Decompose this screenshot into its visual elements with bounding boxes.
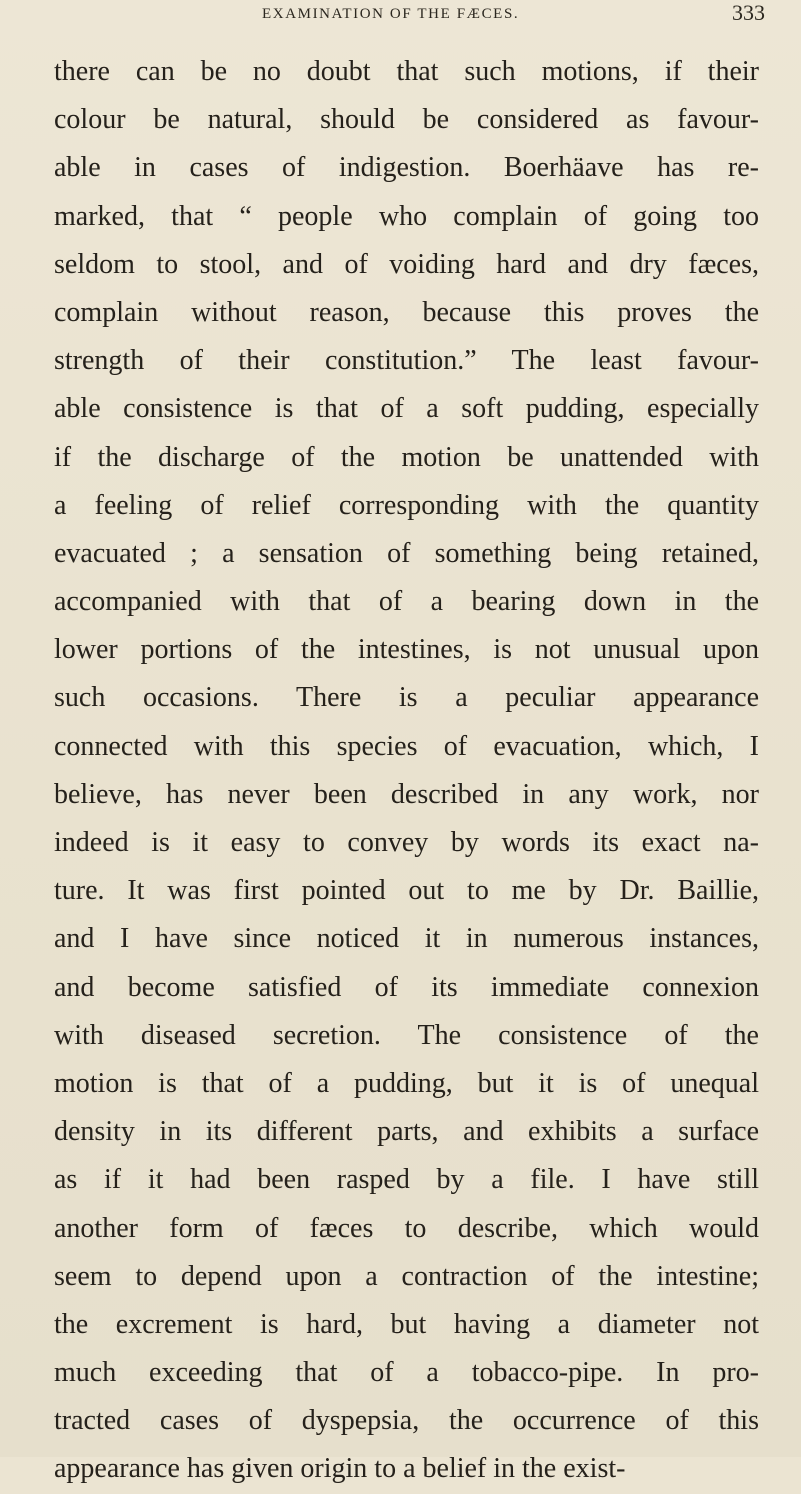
text-line: colour be natural, should be considered as favour- (54, 104, 759, 136)
text-line: tracted cases of dyspepsia, the occurrence of this (54, 1405, 759, 1437)
text-line: evacuated ; a sensation of something being retained, (54, 537, 759, 569)
text-line: seldom to stool, and of voiding hard and dry fæces, (54, 248, 759, 280)
text-line: density in its different parts, and exhibits a surface (54, 1116, 759, 1148)
text-line: a feeling of relief corresponding with the quantity (54, 489, 759, 521)
text-line: seem to depend upon a contraction of the intestine; (54, 1260, 759, 1292)
text-line: complain without reason, because this proves the (54, 296, 759, 328)
text-line: such occasions. There is a peculiar appearance (54, 682, 759, 714)
text-line: as if it had been rasped by a file. I have still (54, 1164, 759, 1196)
text-line: lower portions of the intestines, is not unusual upon (54, 634, 759, 666)
text-line: connected with this species of evacuation, which, I (54, 730, 759, 762)
text-line: and I have since noticed it in numerous instances, (54, 923, 759, 955)
text-line: another form of fæces to describe, which would (54, 1212, 759, 1244)
running-head (0, 0, 801, 40)
text-line: accompanied with that of a bearing down in the (54, 586, 759, 618)
text-line: marked, that “ people who complain of going too (54, 200, 759, 232)
text-line: ture. It was first pointed out to me by Dr. Baillie, (54, 875, 759, 907)
text-line: much exceeding that of a tobacco-pipe. In pro- (54, 1357, 759, 1389)
text-line: and become satisfied of its immediate connexion (54, 971, 759, 1003)
text-line: with diseased secretion. The consistence of the (54, 1019, 759, 1051)
body-text (54, 48, 759, 1494)
text-line: able in cases of indigestion. Boerhäave has re- (54, 152, 759, 184)
running-title: EXAMINATION OF THE FÆCES. (262, 6, 520, 22)
text-line: believe, has never been described in any work, nor (54, 778, 759, 810)
text-line: motion is that of a pudding, but it is of unequal (54, 1067, 759, 1099)
text-line: appearance has given origin to a belief in the exist- (54, 1453, 626, 1485)
text-line: able consistence is that of a soft pudding, especially (54, 393, 759, 425)
text-line: there can be no doubt that such motions, if their (54, 56, 759, 87)
text-line: strength of their constitution.” The least favour- (54, 345, 759, 377)
text-line: if the discharge of the motion be unattended with (54, 441, 759, 473)
text-line: the excrement is hard, but having a diameter not (54, 1308, 759, 1340)
page-number: 333 (732, 0, 765, 25)
text-line: indeed is it easy to convey by words its exact na- (54, 827, 759, 858)
